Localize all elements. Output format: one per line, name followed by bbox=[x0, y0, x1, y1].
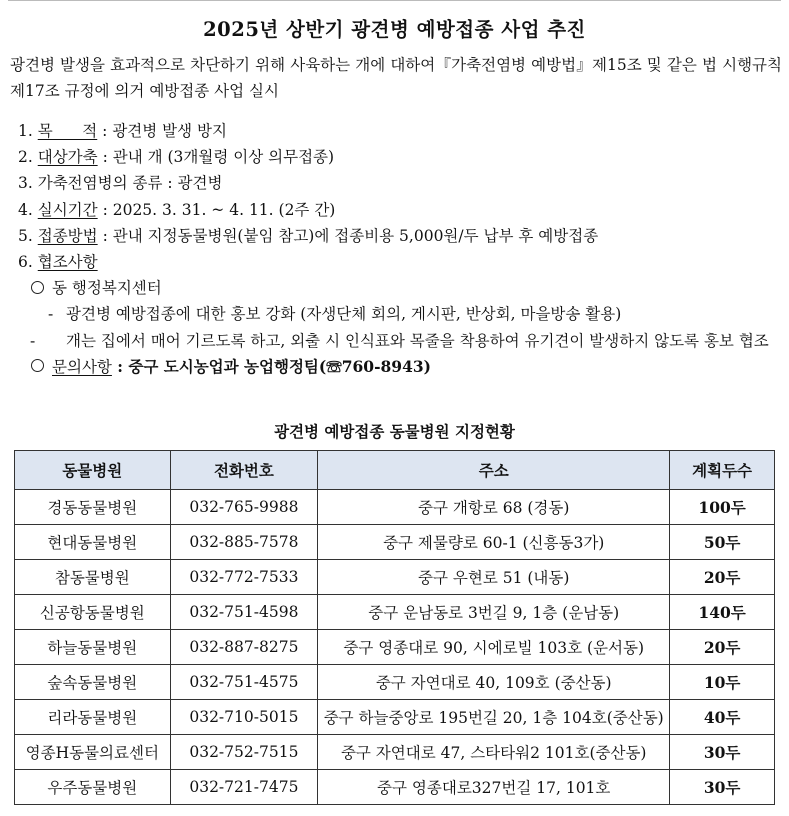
hospital-table bbox=[14, 450, 775, 805]
coop-contact: 문의사항 : 중구 도시농업과 농업행정팀(☏760-8943) bbox=[18, 354, 783, 380]
hospital-name-cell: 참동물병원 bbox=[15, 560, 171, 595]
list-item: 4. 실시기간 : 2025. 3. 31. ~ 4. 11. (2주 간) bbox=[18, 200, 336, 219]
phone-cell: 032-887-8275 bbox=[170, 630, 318, 665]
coop-center: 동 행정복지센터 bbox=[18, 275, 783, 301]
item-list bbox=[18, 118, 783, 380]
address-cell: 중구 제물량로 60-1 (신흥동3가) bbox=[318, 525, 670, 560]
count-cell: 40두 bbox=[670, 700, 775, 735]
coop-dash-2: - 개는 집에서 매어 기르도록 하고, 외출 시 인식표와 목줄을 착용하여 유기견이 발생하지 않도록 홍보 협조 bbox=[18, 328, 783, 354]
table-row bbox=[15, 560, 775, 595]
dash-bullet: - bbox=[30, 331, 36, 350]
table-row bbox=[15, 770, 775, 805]
hospital-name-cell: 신공항동물병원 bbox=[15, 595, 171, 630]
hospital-name-cell: 경동동물병원 bbox=[15, 490, 171, 525]
phone-cell: 032-751-4598 bbox=[170, 595, 318, 630]
list-item: 3. 가축전염병의 종류 : 광견병 bbox=[18, 174, 223, 193]
count-cell: 100두 bbox=[670, 490, 775, 525]
phone-cell: 032-710-5015 bbox=[170, 700, 318, 735]
circle-bullet-icon bbox=[31, 281, 44, 294]
dash-bullet: - bbox=[48, 305, 54, 324]
hospital-name-cell: 우주동물병원 bbox=[15, 770, 171, 805]
hospital-name-cell: 현대동물병원 bbox=[15, 525, 171, 560]
hospital-name-cell: 숲속동물병원 bbox=[15, 665, 171, 700]
address-cell: 중구 영종대로 90, 시에로빌 103호 (운서동) bbox=[318, 630, 670, 665]
table-title: 광견병 예방접종 동물병원 지정현황 bbox=[274, 422, 515, 441]
table-row bbox=[15, 490, 775, 525]
list-item: 2. 대상가축 : 관내 개 (3개월령 이상 의무접종) bbox=[18, 148, 335, 167]
coop-dash-1: - 광견병 예방접종에 대한 홍보 강화 (자생단체 회의, 게시판, 반상회, 마을방송 활용) bbox=[18, 301, 783, 327]
header-address: 주소 bbox=[318, 451, 670, 490]
phone-cell: 032-765-9988 bbox=[170, 490, 318, 525]
count-cell: 50두 bbox=[670, 525, 775, 560]
count-cell: 30두 bbox=[670, 735, 775, 770]
address-cell: 중구 하늘중앙로 195번길 20, 1층 104호(중산동) bbox=[318, 700, 670, 735]
list-item: 5. 접종방법 : 관내 지정동물병원(붙임 참고)에 접종비용 5,000원/두 납부 후 예방접종 bbox=[18, 226, 599, 245]
table-row bbox=[15, 735, 775, 770]
count-cell: 140두 bbox=[670, 595, 775, 630]
intro-paragraph: 광견병 발생을 효과적으로 차단하기 위해 사육하는 개에 대하여『가축전염병 예방법』제15조 및 같은 법 시행규칙 제17조 규정에 의거 예방접종 사업 실시 bbox=[10, 56, 782, 100]
address-cell: 중구 개항로 68 (경동) bbox=[318, 490, 670, 525]
hospital-name-cell: 영종H동물의료센터 bbox=[15, 735, 171, 770]
hospital-name-cell: 하늘동물병원 bbox=[15, 630, 171, 665]
phone-cell: 032-721-7475 bbox=[170, 770, 318, 805]
table-row bbox=[15, 630, 775, 665]
header-hospital: 동물병원 bbox=[15, 451, 171, 490]
address-cell: 중구 자연대로 40, 109호 (중산동) bbox=[318, 665, 670, 700]
count-cell: 10두 bbox=[670, 665, 775, 700]
table-row bbox=[15, 595, 775, 630]
document-title: 2025년 상반기 광견병 예방접종 사업 추진 bbox=[203, 18, 586, 41]
phone-cell: 032-752-7515 bbox=[170, 735, 318, 770]
table-body bbox=[15, 490, 775, 805]
hospital-name-cell: 리라동물병원 bbox=[15, 700, 171, 735]
phone-cell: 032-772-7533 bbox=[170, 560, 318, 595]
header-count: 계획두수 bbox=[670, 451, 775, 490]
list-item: 6. 협조사항 bbox=[18, 252, 98, 271]
table-row bbox=[15, 665, 775, 700]
count-cell: 20두 bbox=[670, 630, 775, 665]
circle-bullet-icon bbox=[31, 359, 44, 372]
list-item: 1. 목 적 : 광견병 발생 방지 bbox=[18, 122, 227, 140]
address-cell: 중구 영종대로327번길 17, 101호 bbox=[318, 770, 670, 805]
address-cell: 중구 자연대로 47, 스타타워2 101호(중산동) bbox=[318, 735, 670, 770]
phone-cell: 032-751-4575 bbox=[170, 665, 318, 700]
address-cell: 중구 운남동로 3번길 9, 1층 (운남동) bbox=[318, 595, 670, 630]
table-row bbox=[15, 700, 775, 735]
header-phone: 전화번호 bbox=[170, 451, 318, 490]
count-cell: 30두 bbox=[670, 770, 775, 805]
table-row bbox=[15, 525, 775, 560]
phone-cell: 032-885-7578 bbox=[170, 525, 318, 560]
top-divider bbox=[8, 0, 781, 1]
address-cell: 중구 우현로 51 (내동) bbox=[318, 560, 670, 595]
table-header-row bbox=[15, 451, 775, 490]
count-cell: 20두 bbox=[670, 560, 775, 595]
